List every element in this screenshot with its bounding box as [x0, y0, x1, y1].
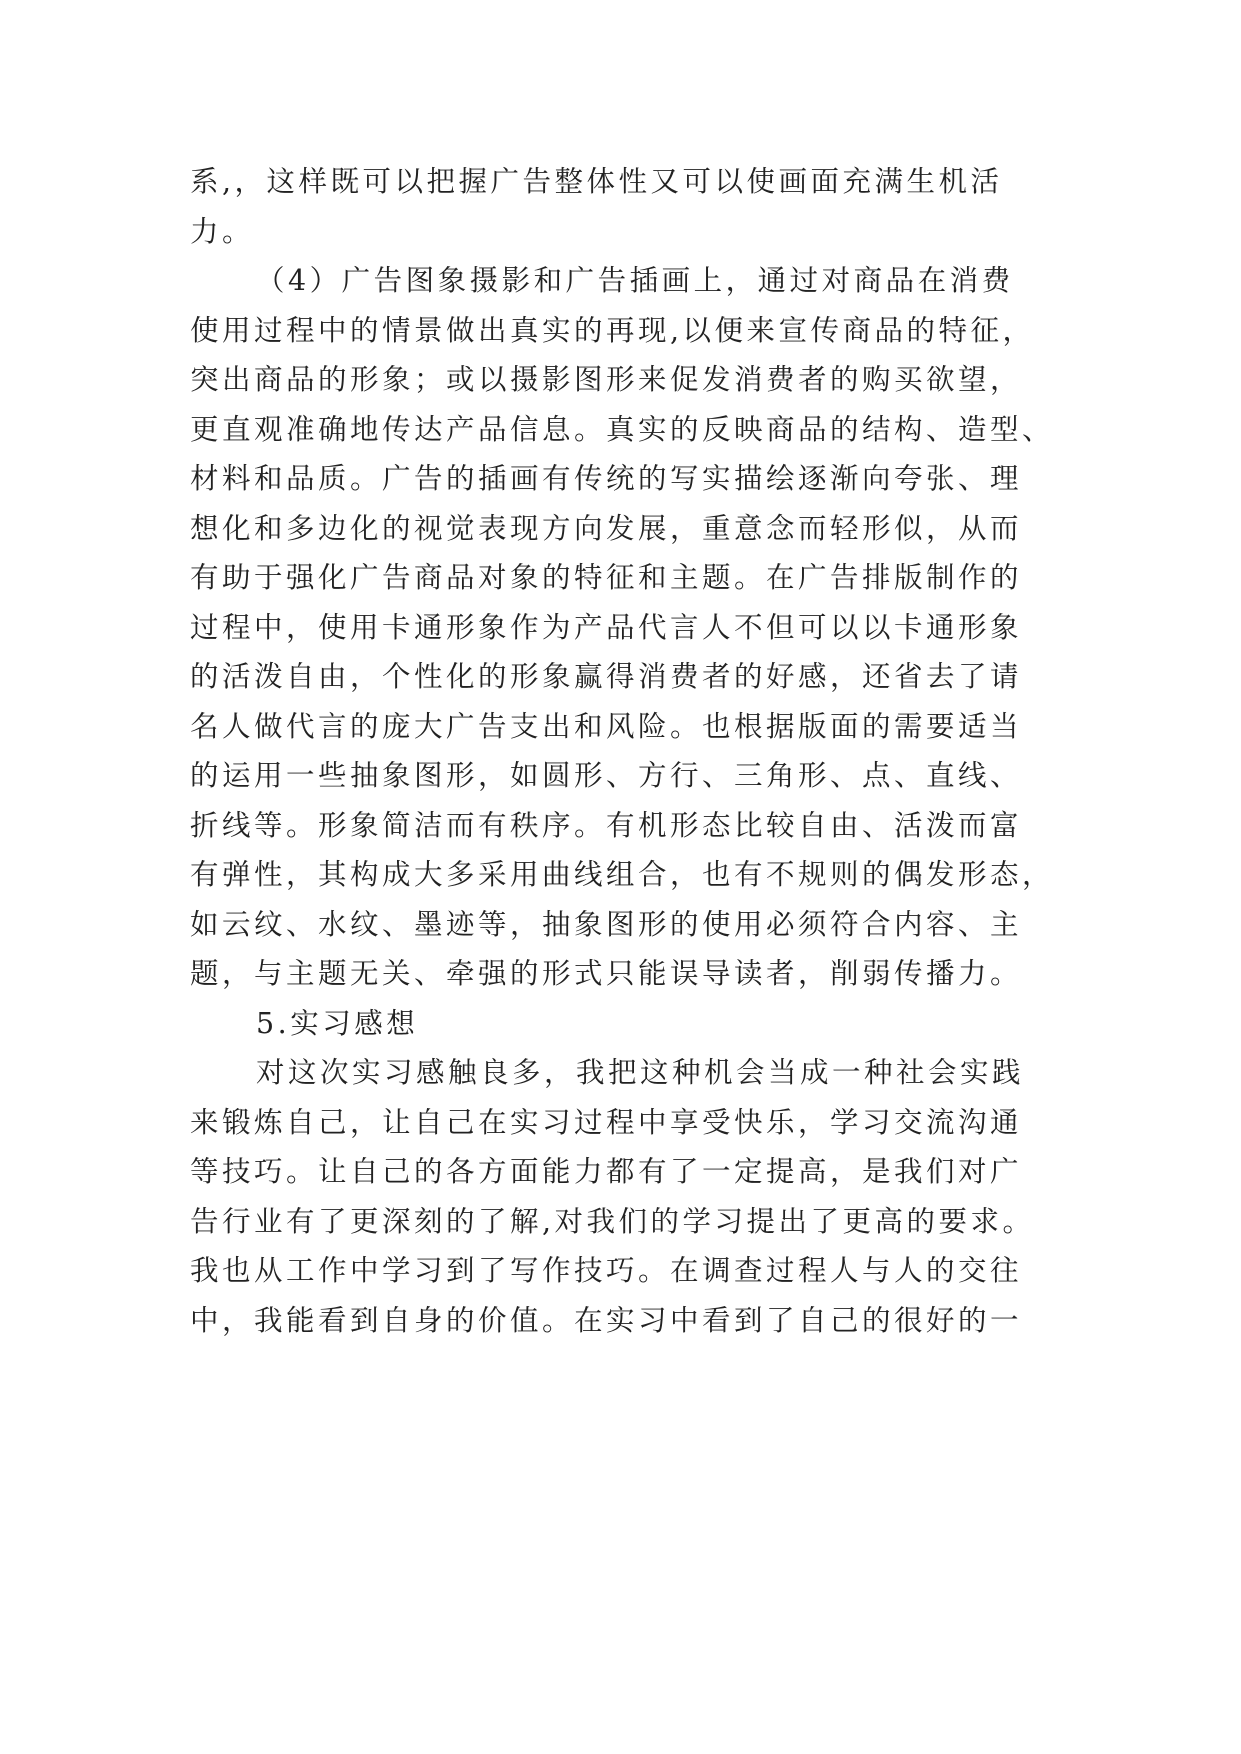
text-line: 突出商品的形象；或以摄影图形来促发消费者的购买欲望， [190, 363, 1023, 396]
text-line: 过程中，使用卡通形象作为产品代言人不但可以以卡通形象 [190, 610, 1023, 644]
text-line: 使用过程中的情景做出真实的再现,以便来宣传商品的特征， [190, 313, 1035, 347]
body-text [190, 157, 1070, 1345]
section-heading: 5.实习感想 [256, 1006, 419, 1040]
text-line: 来锻炼自己，让自己在实习过程中享受快乐，学习交流沟通 [190, 1105, 1023, 1139]
text-line: 想化和多边化的视觉表现方向发展，重意念而轻形似，从而 [190, 511, 1023, 545]
text-line: 等技巧。让自己的各方面能力都有了一定提高，是我们对广 [190, 1155, 1023, 1188]
text-line: 名人做代言的庞大广告支出和风险。也根据版面的需要适当 [190, 709, 1023, 743]
text-line: 我也从工作中学习到了写作技巧。在调查过程人与人的交往 [190, 1254, 1023, 1287]
text-line: 有助于强化广告商品对象的特征和主题。在广告排版制作的 [190, 561, 1023, 594]
text-line: 中，我能看到自身的价值。在实习中看到了自己的很好的一 [190, 1303, 1023, 1337]
text-line: 如云纹、水纹、墨迹等，抽象图形的使用必须符合内容、主 [190, 907, 1023, 941]
text-line: 折线等。形象简洁而有秩序。有机形态比较自由、活泼而富 [190, 808, 1023, 842]
text-line: 的活泼自由，个性化的形象赢得消费者的好感，还省去了请 [190, 660, 1023, 693]
text-line: 材料和品质。广告的插画有传统的写实描绘逐渐向夸张、理 [190, 462, 1023, 495]
paragraph-start-line: 对这次实习感触良多，我把这种机会当成一种社会实践 [256, 1056, 1025, 1089]
text-line: 力。 [190, 214, 255, 248]
text-line: 题，与主题无关、牵强的形式只能误导读者，削弱传播力。 [190, 957, 1023, 990]
text-line: 告行业有了更深刻的了解,对我们的学习提出了更高的要求。 [190, 1204, 1035, 1238]
text-line: 有弹性，其构成大多采用曲线组合，也有不规则的偶发形态， [190, 858, 1055, 891]
paragraph-start-line: （4）广告图象摄影和广告插画上，通过对商品在消费 [256, 264, 1014, 297]
text-line: 更直观准确地传达产品信息。真实的反映商品的结构、造型、 [190, 412, 1055, 446]
text-line: 的运用一些抽象图形，如圆形、方行、三角形、点、直线、 [190, 759, 1023, 792]
text-line: 系,，这样既可以把握广告整体性又可以使画面充满生机活 [190, 165, 1003, 198]
